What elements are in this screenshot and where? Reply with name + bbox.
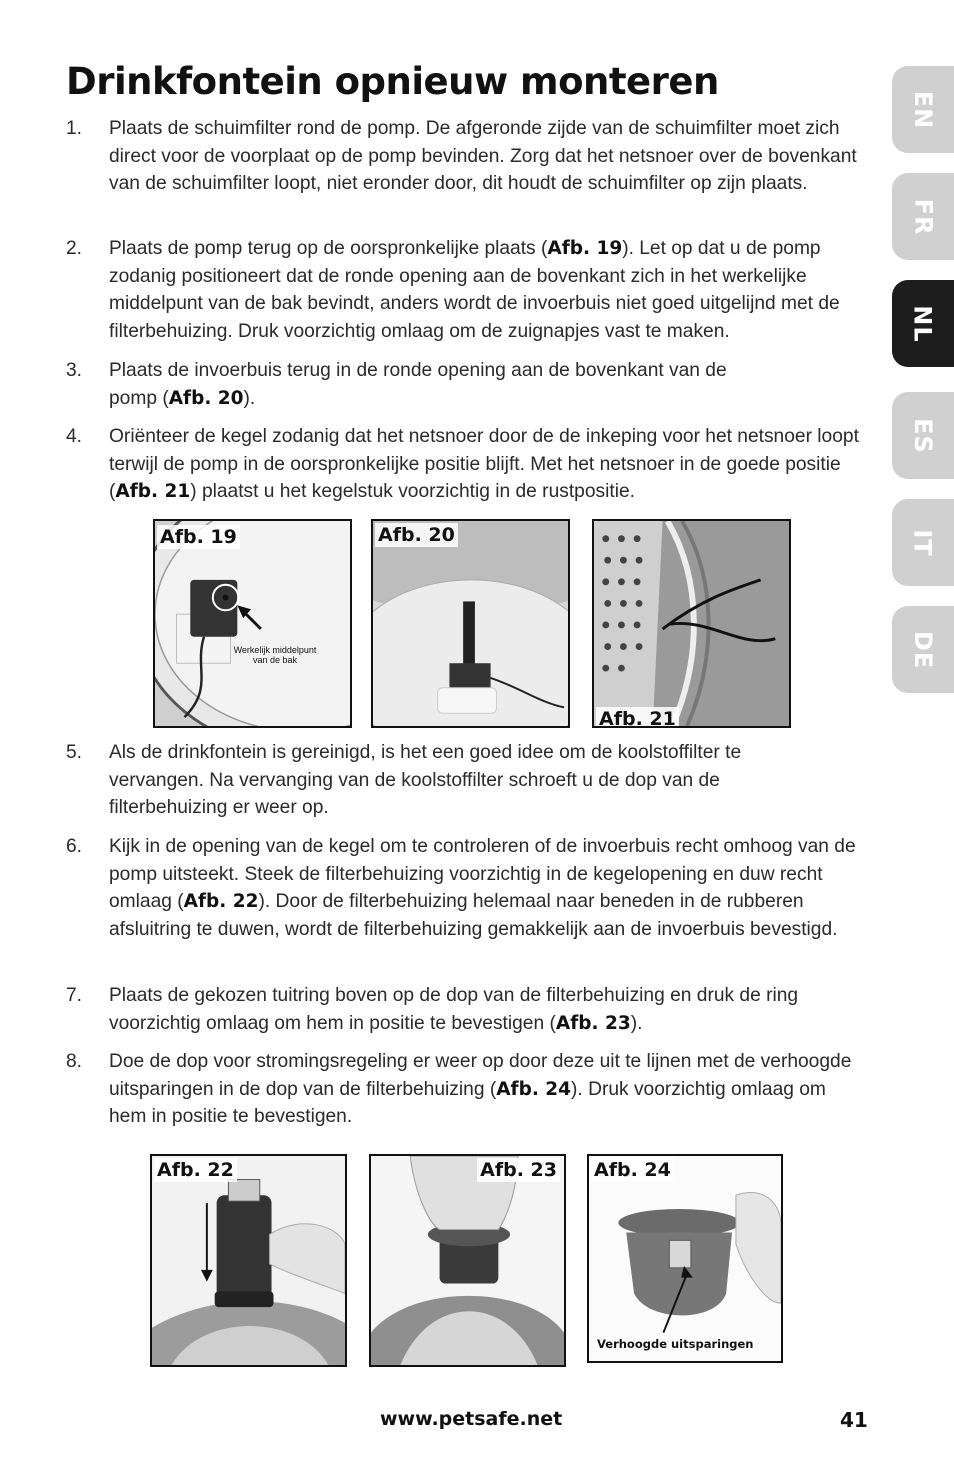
- flow-control-cap-photo: [589, 1156, 781, 1361]
- figure-caption: [225, 645, 325, 665]
- figure-label: Afb. 24: [591, 1158, 674, 1182]
- tab-nl-label: NL: [908, 304, 937, 343]
- page-title: Drinkfontein opnieuw monteren: [66, 60, 719, 103]
- step-number: 1.: [66, 118, 83, 139]
- step-text-part: ).: [630, 1012, 643, 1034]
- caption-line: Werkelijk middelpunt: [233, 645, 317, 655]
- figure-label: Afb. 19: [157, 525, 240, 549]
- figure-afb-23: [369, 1154, 566, 1367]
- step-text-part: Plaats de pomp terug op de oorspronkelijke plaats (: [109, 238, 548, 259]
- step-text: [109, 739, 799, 822]
- figure-afb-21: [592, 519, 791, 728]
- caption-line: van de bak: [252, 655, 298, 665]
- figure-reference: Afb. 22: [183, 891, 259, 913]
- figure-label: Afb. 23: [477, 1158, 560, 1182]
- figure-label: Afb. 21: [596, 707, 679, 728]
- step-number: 6.: [66, 836, 83, 857]
- step-text: [109, 423, 866, 506]
- step-text: [109, 357, 779, 412]
- pump-in-bowl-photo: [155, 521, 350, 726]
- step-text-part: Plaats de gekozen tuitring boven op de dop van de filterbehuizing en druk de ring voorzichtig omlaag om hem in positie te bevestigen (: [109, 985, 799, 1034]
- tab-fr-label: FR: [909, 198, 937, 235]
- step-text-part: ). Let op dat u de pomp zodanig positioneert dat de ronde opening aan de bovenkant zich in het werkelijke middelpunt van de bak bevindt, anders wordt de invoerbuis niet goed uitgelijnd met de filterbehuizing. Druk voorzichtig omlaag om de zuignapjes vast te maken.: [109, 238, 840, 342]
- step-text: [109, 1048, 866, 1131]
- figure-label: Afb. 20: [375, 523, 458, 547]
- tab-es[interactable]: [892, 392, 954, 479]
- figure-reference: Afb. 20: [168, 387, 244, 409]
- step-number: 2.: [66, 238, 83, 259]
- step-number: 8.: [66, 1051, 83, 1072]
- tab-it-label: IT: [909, 528, 937, 557]
- tab-it[interactable]: [892, 499, 954, 586]
- figure-afb-24: [587, 1154, 783, 1363]
- figure-reference: Afb. 21: [115, 481, 191, 503]
- step-text-part: Plaats de schuimfilter rond de pomp. De afgeronde zijde van de schuimfilter moet zich direct voor de voorplaat op de pomp bevinden. Zorg dat het netsnoer over de bovenkant van de schuimfilter loopt, niet eronder door, dit houdt de schuimfilter op zijn plaats.: [109, 118, 857, 195]
- figure-reference: Afb. 23: [555, 1012, 631, 1034]
- step-number: 5.: [66, 742, 83, 763]
- step-text: [109, 115, 866, 198]
- step-text-part: Kijk in de opening van de kegel om te controleren of de invoerbuis recht omhoog van de pomp uitsteekt. Steek de filterbehuizing voorzichtig in de kegelopening en duw recht omlaag (: [109, 836, 856, 913]
- filter-housing-insert-photo: [152, 1156, 345, 1365]
- figure-afb-20: [371, 519, 570, 728]
- figure-reference: Afb. 24: [496, 1078, 572, 1100]
- step-text-part: Als de drinkfontein is gereinigd, is het een goed idee om de koolstoffilter te vervangen. Na vervanging van de koolstoffilter schroeft u de dop van de filterbehuizing er weer op.: [109, 742, 742, 819]
- tab-en[interactable]: [892, 66, 954, 153]
- figure-reference: Afb. 19: [547, 238, 623, 259]
- step-number: 3.: [66, 360, 83, 381]
- tab-en-label: EN: [908, 90, 937, 129]
- figure-afb-22: [150, 1154, 347, 1367]
- tab-fr[interactable]: [892, 173, 954, 260]
- step-text-part: Doe de dop voor stromingsregeling er weer op door deze uit te lijnen met de verhoogde uitsparingen in de dop van de filterbehuizing (: [109, 1051, 852, 1100]
- step-text-part: Oriënteer de kegel zodanig dat het netsnoer door de de inkeping voor het netsnoer loopt terwijl de pomp in de oorspronkelijke positie blijft. Met het netsnoer in de goede positie (: [109, 426, 859, 503]
- page-number: 41: [840, 1408, 868, 1432]
- tab-es-label: ES: [909, 417, 937, 454]
- figure-label: Afb. 22: [154, 1158, 237, 1182]
- step-text: [109, 833, 866, 943]
- step-number: 4.: [66, 426, 83, 447]
- step-text: [109, 235, 866, 345]
- figure-afb-19: [153, 519, 352, 728]
- spout-ring-placement-photo: [371, 1156, 564, 1365]
- step-text: [109, 982, 866, 1037]
- tab-de[interactable]: [892, 606, 954, 693]
- step-text-part: ) plaatst u het kegelstuk voorzichtig in de rustpositie.: [190, 481, 635, 503]
- tab-nl[interactable]: [892, 280, 954, 367]
- step-text-part: Plaats de invoerbuis terug in de ronde opening aan de bovenkant van de pomp (: [109, 360, 727, 409]
- step-number: 7.: [66, 985, 83, 1006]
- intake-tube-photo: [373, 521, 568, 726]
- step-text-part: ).: [243, 387, 256, 409]
- step-text-part: ). Druk voorzichtig omlaag om hem in positie te bevestigen.: [109, 1078, 826, 1128]
- step-text-part: ). Door de filterbehuizing helemaal naar beneden in de rubberen afsluitring te duwen, wordt de filterbehuizing gemakkelijk aan de invoerbuis bevestigd.: [109, 891, 838, 940]
- cone-cord-notch-photo: [594, 521, 789, 726]
- figure-caption: Verhoogde uitsparingen: [597, 1337, 754, 1351]
- footer-url: www.petsafe.net: [380, 1408, 563, 1430]
- tab-de-label: DE: [908, 630, 937, 669]
